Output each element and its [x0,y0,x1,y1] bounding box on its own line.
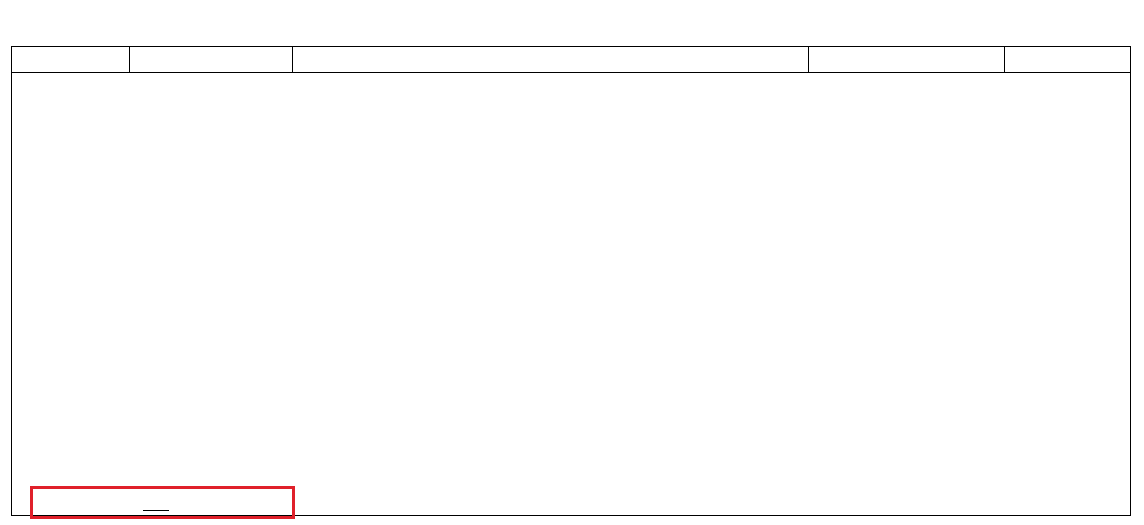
conversion-table [11,46,1131,516]
blank-code-underline [143,510,169,511]
table-header-row [12,47,1130,73]
highlight-box [30,486,295,519]
